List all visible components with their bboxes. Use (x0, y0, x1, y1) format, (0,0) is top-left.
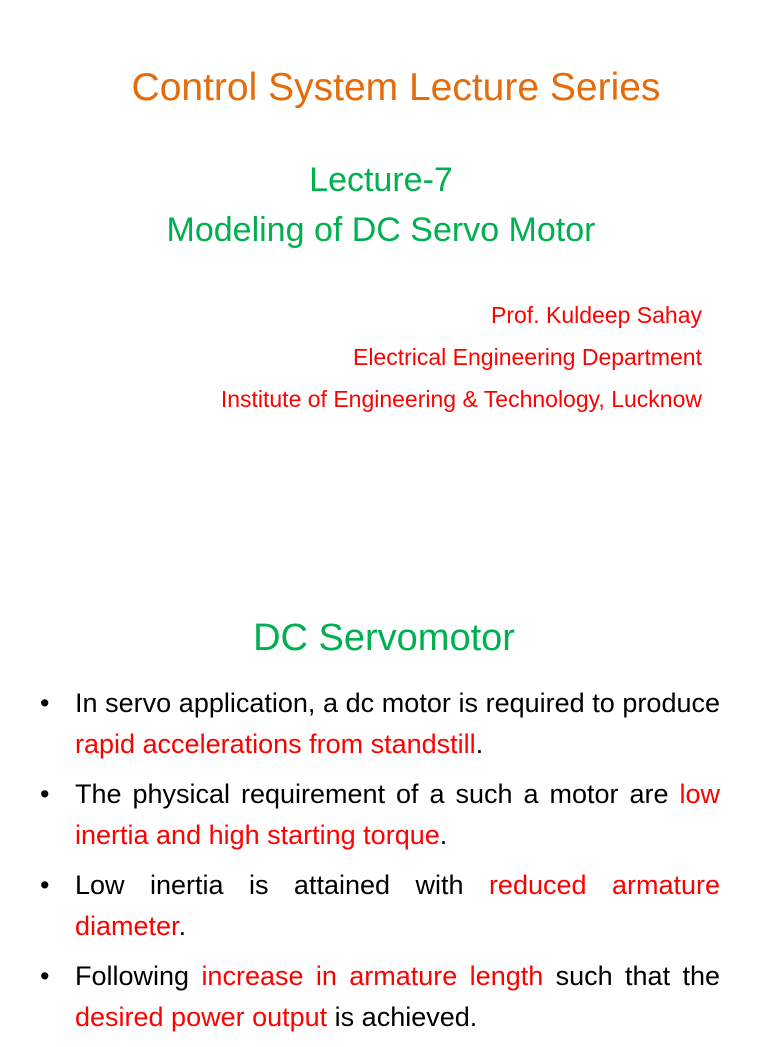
section-title: DC Servomotor (253, 617, 515, 659)
lecture-number: Lecture-7 (309, 161, 453, 199)
bullet-icon: • (40, 688, 50, 718)
bullet-text-end: . (439, 820, 448, 850)
author-block (221, 294, 702, 420)
bullet-text: The physical requirement of a such a motor are (75, 779, 680, 809)
bullet-item (40, 683, 720, 765)
bullet-text-mid: such that the (543, 961, 720, 991)
bullet-text: In servo application, a dc motor is required to produce (75, 688, 720, 718)
bullet-icon: • (40, 870, 50, 900)
series-title: Control System Lecture Series (131, 66, 661, 109)
bullet-text-end: is achieved. (327, 1002, 478, 1032)
bullet-item (40, 865, 720, 947)
bullet-highlight: low inertia and high starting torque (75, 779, 720, 850)
bullet-item (40, 956, 720, 1038)
bullet-text: Low inertia is attained with (75, 870, 489, 900)
author-institute: Institute of Engineering & Technology, Lucknow (220, 386, 702, 412)
bullet-highlight: increase in armature length (201, 961, 544, 991)
bullet-icon: • (40, 961, 50, 991)
bullet-text: Following (75, 961, 202, 991)
bullet-item (40, 774, 720, 856)
bullet-icon: • (40, 779, 50, 809)
bullet-highlight-2: desired power output (75, 1002, 328, 1032)
bullet-highlight: reduced armature diameter (75, 870, 721, 941)
author-department: Electrical Engineering Department (352, 344, 702, 370)
bullet-text-end: . (178, 911, 187, 941)
lecture-topic: Modeling of DC Servo Motor (166, 211, 596, 249)
bullet-list (40, 683, 720, 1047)
author-name: Prof. Kuldeep Sahay (491, 302, 702, 328)
bullet-highlight: rapid accelerations from standstill (75, 729, 476, 759)
bullet-text-end: . (475, 729, 484, 759)
